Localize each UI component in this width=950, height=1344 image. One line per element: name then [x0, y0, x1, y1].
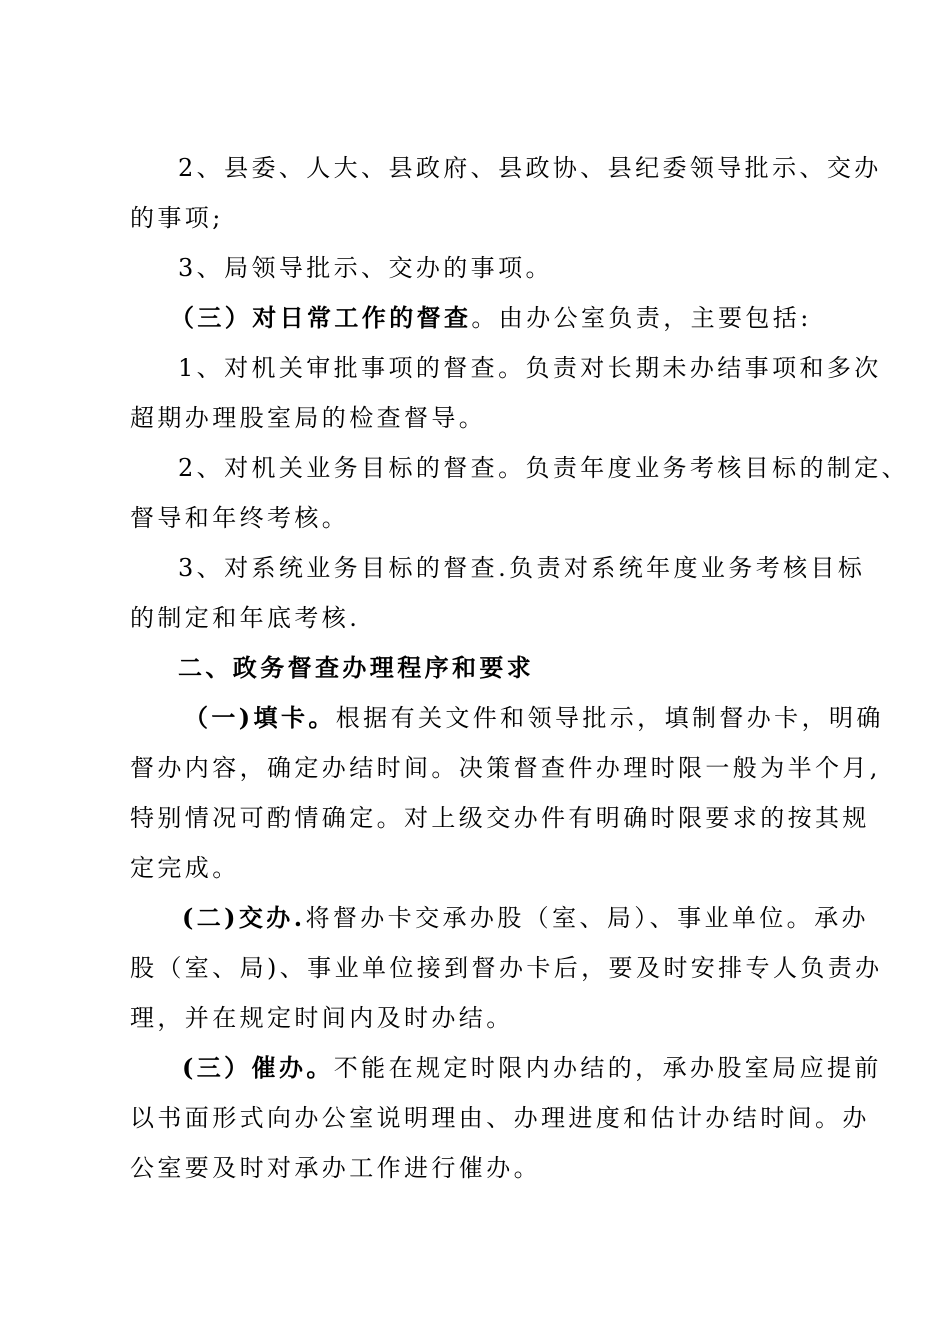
- p7-line1: [184, 702, 884, 734]
- p6-line2: 的制定和年底考核.: [130, 604, 361, 632]
- p3-rest: 。由办公室负责，主要包括:: [471, 304, 812, 332]
- p6-line1: 3、对系统业务目标的督查.负责对系统年度业务考核目标: [178, 554, 866, 582]
- p4-line1: 1、对机关审批事项的督查。负责对长期未办结事项和多次: [178, 354, 882, 382]
- p9-rest: 不能在规定时限内办结的，承办股室局应提前: [333, 1054, 882, 1082]
- p2-line1: 3、局领导批示、交办的事项。: [178, 254, 553, 282]
- p4-line2: 超期办理股室局的检查督导。: [130, 404, 487, 432]
- p8-line3: 理，并在规定时间内及时办结。: [130, 1004, 514, 1032]
- p9-line2: 以书面形式向办公室说明理由、办理进度和估计办结时间。办: [130, 1104, 870, 1132]
- p3-heading: （三）对日常工作的督查: [170, 303, 472, 332]
- p8-rest: 将督办卡交承办股（室、局）、事业单位。承办: [305, 904, 869, 932]
- p7-rest: 根据有关文件和领导批示，填制督办卡，明确: [335, 704, 884, 732]
- p1-line1: 2、县委、人大、县政府、县政协、县纪委领导批示、交办: [178, 154, 882, 182]
- section-heading: 二、政务督查办理程序和要求: [178, 653, 535, 682]
- p7-line2: 督办内容，确定办结时间。决策督查件办理时限一般为半个月,: [130, 754, 881, 782]
- p8-heading: (二)交办.: [182, 903, 306, 932]
- p5-line1: 2、对机关业务目标的督查。负责年度业务考核目标的制定、: [178, 454, 910, 482]
- p9-line3: 公室要及时对承办工作进行催办。: [130, 1154, 541, 1182]
- p7-line4: 定完成。: [130, 854, 240, 882]
- p8-line2: 股（室、局)、事业单位接到督办卡后，要及时安排专人负责办: [130, 954, 883, 982]
- p8-line1: [182, 902, 869, 934]
- p7-heading: （一)填卡。: [184, 703, 336, 732]
- p9-heading: (三）催办。: [182, 1053, 334, 1082]
- p5-line2: 督导和年终考核。: [130, 504, 350, 532]
- p3-line1: [170, 302, 812, 334]
- p9-line1: [182, 1052, 882, 1084]
- p1-line2: 的事项;: [130, 204, 224, 232]
- p7-line3: 特别情况可酌情确定。对上级交办件有明确时限要求的按其规: [130, 804, 870, 832]
